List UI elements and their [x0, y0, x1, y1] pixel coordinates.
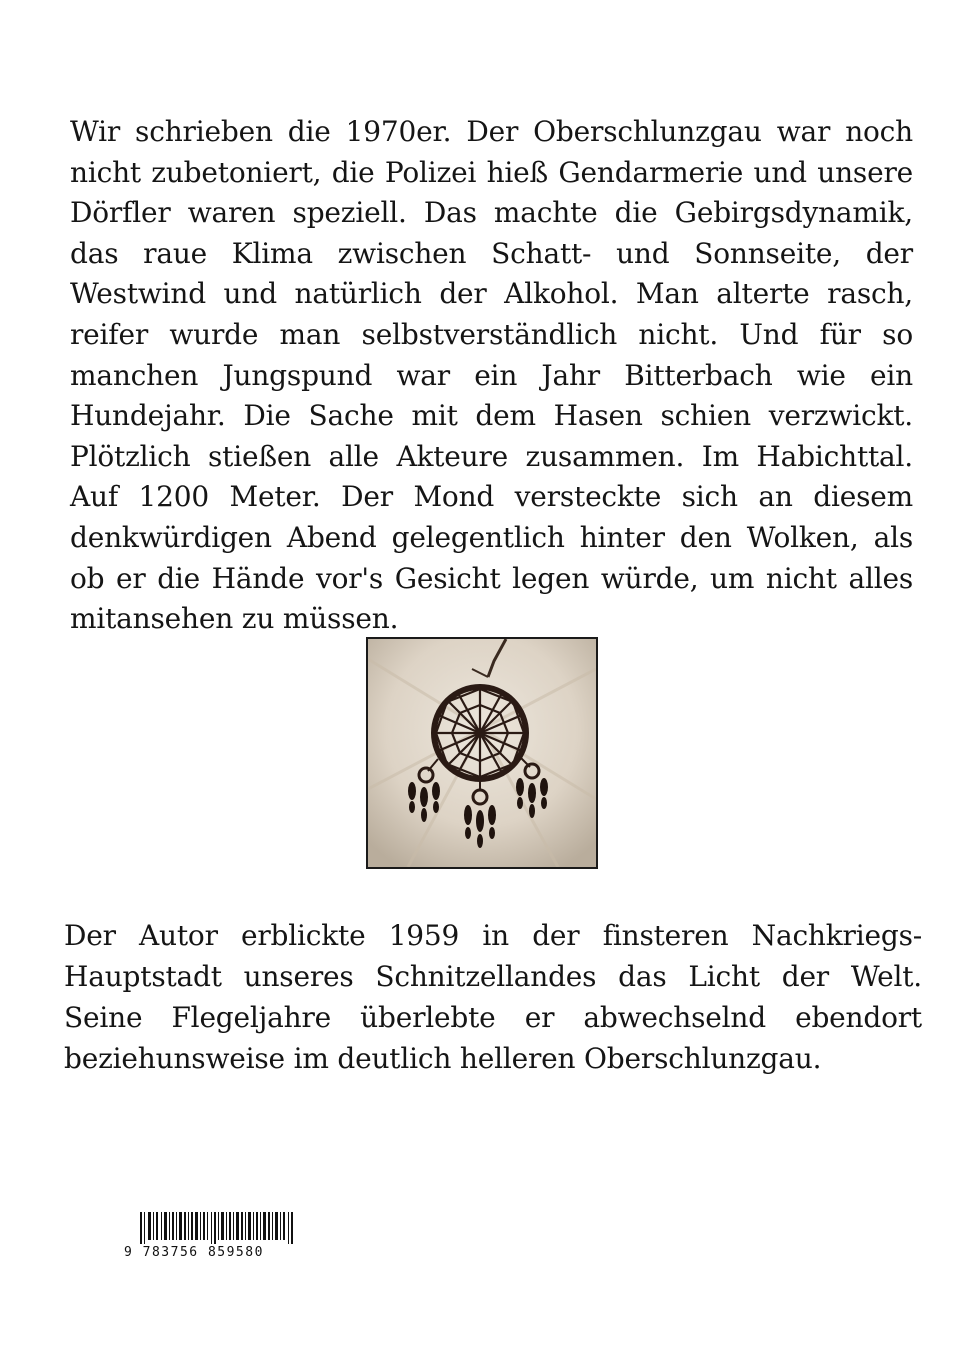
- author-bio: Der Autor erblickte 1959 in der finsteren Nachkriegs-Hauptstadt unseres Schnitzellandes das Licht der Welt. Seine Flegeljahre überlebte er abwechselnd ebendort beziehunsweise im deutlich helleren Oberschlunzgau.: [64, 919, 922, 1075]
- dreamcatcher-illustration: [366, 637, 598, 869]
- blurb-text: Wir schrieben die 1970er. Der Oberschlunzgau war noch nicht zubetoniert, die Polizei hieß Gendarmerie und unsere Dörfler waren speziell. Das machte die Gebirgsdynamik, das raue Klima zwischen Schatt- und Sonnseite, der Westwind und natürlich der Alkohol. Man alterte rasch, reifer wurde man selbstverständlich nicht. Und für so manchen Jungspund war ein Jahr Bitterbach wie ein Hundejahr. Die Sache mit dem Hasen schien verzwickt. Plötzlich stießen alle Akteure zusammen. Im Habichttal. Auf 1200 Meter. Der Mond versteckte sich an diesem denkwürdigen Abend gelegentlich hinter den Wolken, als ob er die Hände vor's Gesicht legen würde, um nicht alles mitansehen zu müssen.: [70, 115, 913, 636]
- barcode-icon: [140, 1212, 298, 1244]
- dreamcatcher-icon: [368, 639, 596, 867]
- isbn-number: 9 783756 859580: [124, 1245, 264, 1260]
- isbn-barcode: [124, 1212, 299, 1260]
